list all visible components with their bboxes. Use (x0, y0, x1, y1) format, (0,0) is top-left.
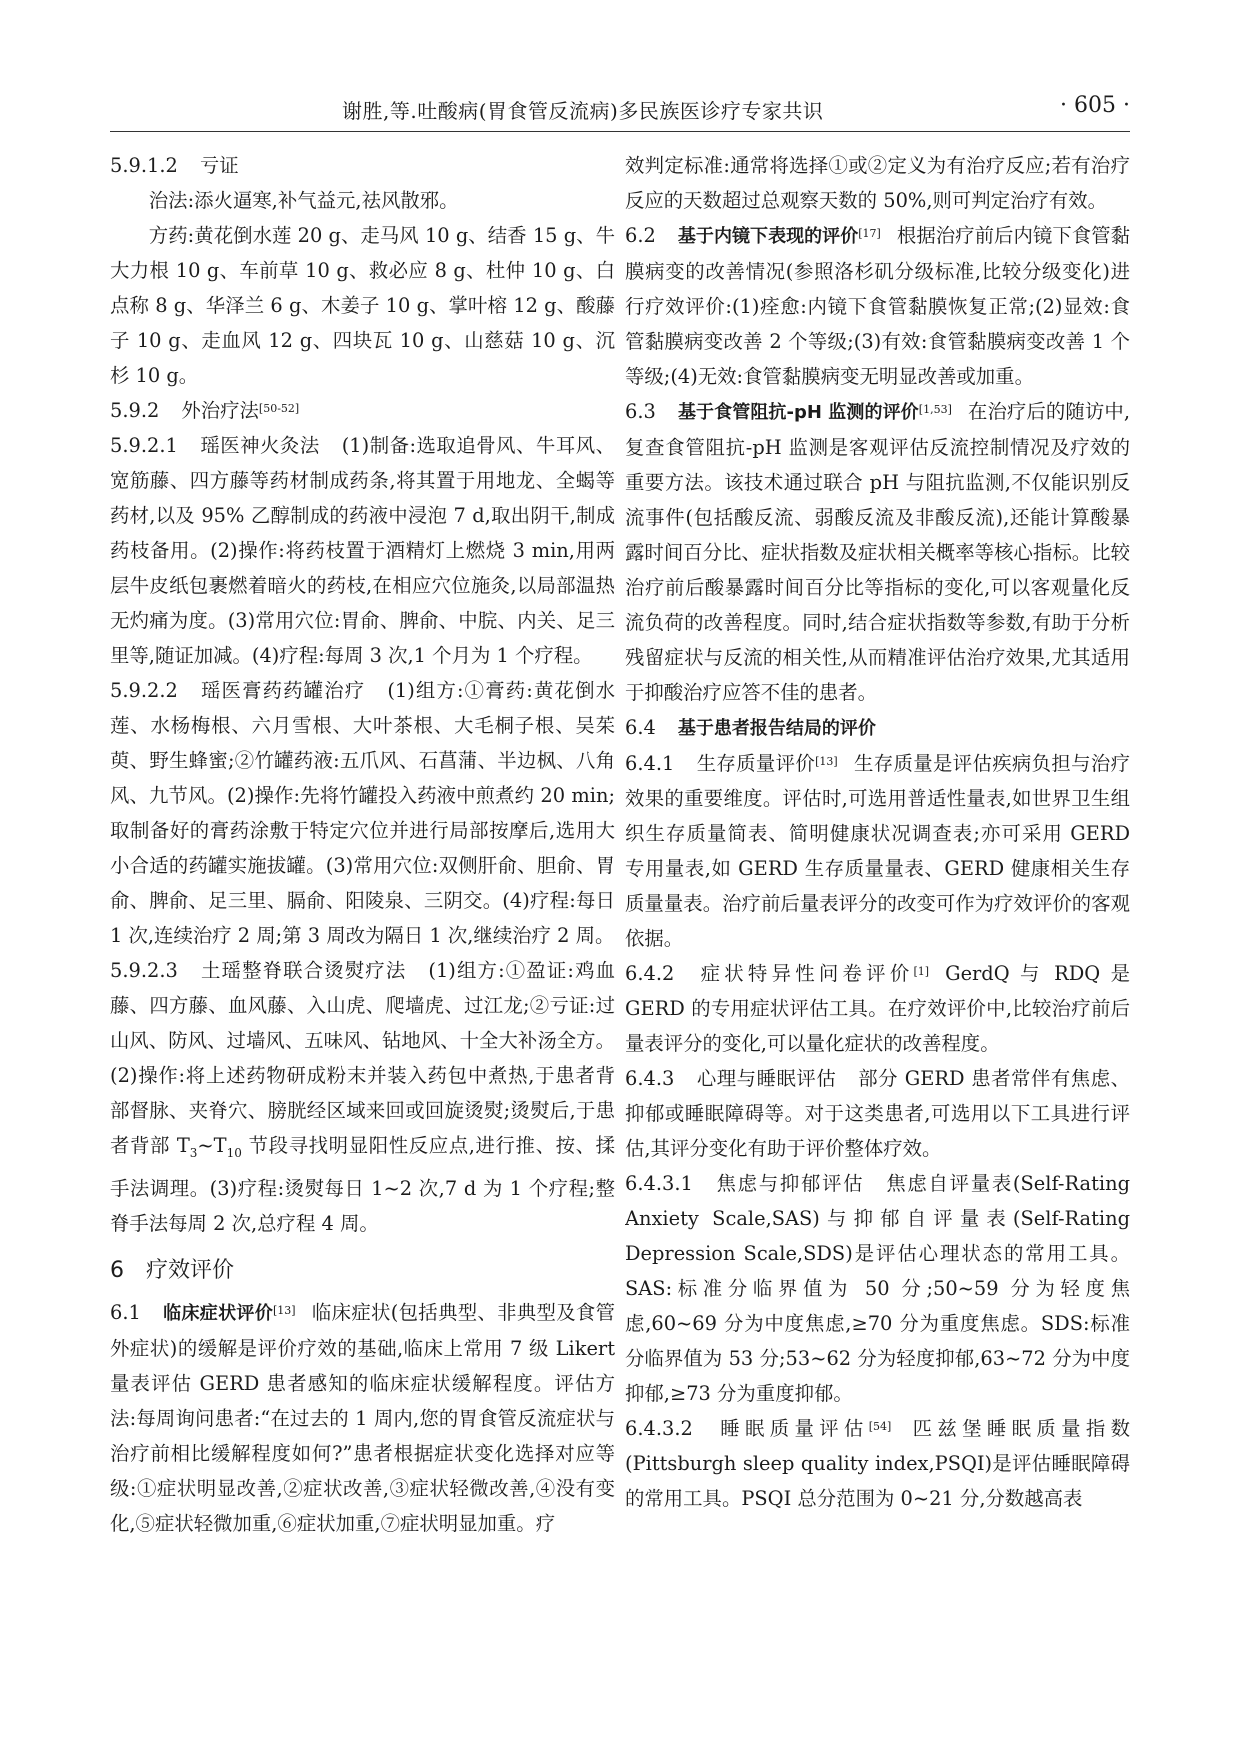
section-title: 睡眠质量评估 (714, 1417, 869, 1440)
para-body: 在治疗后的随访中,复查食管阻抗-pH 监测是客观评估反流控制情况及疗效的重要方法。该技术通过联合 pH 与阻抗监测,不仅能识别反流事件(包括酸反流、弱酸反流及非酸反流),还能计算酸暴露时间百分比、症状指数及症状相关概率等核心指标。比较治疗前后酸暴露时间百分比等指标的变化,可以客观量化反流负荷的改善程度。同时,结合症状指数等参数,有助于分析残留症状与反流的相关性,从而精准评估治疗效果,尤其适用于抑酸治疗应答不佳的患者。 (625, 400, 1130, 704)
section-number: 6.4 (625, 716, 656, 739)
heading-6 (110, 1251, 615, 1291)
para-6-1 (110, 1295, 615, 1541)
citation: [50-52] (258, 402, 300, 415)
section-number: 5.9.1.2 (110, 154, 178, 177)
section-number: 6.3 (625, 400, 656, 423)
right-column (625, 148, 1130, 1708)
section-title: 焦虑与抑郁评估 (714, 1172, 865, 1195)
para-fangyao: 方药:黄花倒水莲 20 g、走马风 10 g、结香 15 g、牛大力根 10 g、车前草 10 g、救必应 8 g、杜仲 10 g、白点称 8 g、华泽兰 6 g、木姜子 10 g、掌叶榕 12 g、酸藤子 10 g、走血风 12 g、四块瓦 10 g、山慈菇 10 g、沉杉 10 g。 (110, 224, 615, 387)
para-body: GerdQ 与 RDQ 是 GERD 的专用症状评估工具。在疗效评价中,比较治疗前后量表评分的变化,可以量化症状的改善程度。 (625, 962, 1130, 1055)
heading-5-9-1-2 (110, 148, 615, 183)
para-body: ~T (197, 1134, 227, 1157)
para-body: 临床症状(包括典型、非典型及食管外症状)的缓解是评价疗效的基础,临床上常用 7 级 Likert 量表评估 GERD 患者感知的临床症状缓解程度。评估方法:每周询问患者:“在过去的 1 周内,您的胃食管反流症状与治疗前相比缓解程度如何?”患者根据症状变化选择对应等级:①症状明显改善,②症状改善,③症状轻微改善,④没有变化,⑤症状轻微加重,⑥症状加重,⑦症状明显加重。疗 (110, 1300, 615, 1535)
para-5-9-2-1 (110, 428, 615, 673)
section-title: 外治疗法 (181, 399, 259, 422)
section-number: 6.2 (625, 224, 656, 247)
citation: [1] (913, 965, 930, 978)
para-body: (1)组方:①盈证:鸡血藤、四方藤、血风藤、入山虎、爬墙虎、过江龙;②亏证:过山风、防风、过墙风、五味风、钻地风、十全大补汤全方。(2)操作:将上述药物研成粉末并装入药包中煮热,于患者背部督脉、夹脊穴、膀胱经区域来回或回旋烫熨;烫熨后,于患者背部 T (110, 959, 615, 1157)
para-body: 根据治疗前后内镜下食管黏膜病变的改善情况(参照洛杉矶分级标准,比较分级变化)进行疗效评价:(1)痊愈:内镜下食管黏膜恢复正常;(2)显效:食管黏膜病变改善 2 个等级;(3)有效:食管黏膜病变改善 1 个等级;(4)无效:食管黏膜病变无明显改善或加重。 (625, 224, 1130, 388)
section-title: 土瑶整脊联合烫熨疗法 (199, 959, 407, 982)
para-zhifa: 治法:添火逼寒,补气益元,祛风散邪。 (148, 189, 459, 212)
section-title: 基于食管阻抗-pH 监测的评价 (677, 402, 919, 423)
header-rule (110, 131, 1130, 132)
section-title: 临床症状评价 (162, 1302, 274, 1324)
running-title: 谢胜,等.吐酸病(胃食管反流病)多民族医诊疗专家共识 (342, 99, 824, 123)
section-number: 6.4.1 (625, 752, 675, 775)
para-continuation: 效判定标准:通常将选择①或②定义为有治疗反应;若有治疗反应的天数超过总观察天数的 50%,则可判定治疗有效。 (625, 154, 1130, 212)
para-6-3 (625, 394, 1130, 710)
para-6-4-3-1 (625, 1166, 1130, 1411)
section-title: 瑶医膏药药罐治疗 (199, 679, 366, 702)
section-number: 6.4.2 (625, 962, 675, 985)
para-5-9-2-2 (110, 673, 615, 953)
section-title: 基于内镜下表现的评价 (677, 226, 859, 247)
citation: [54] (868, 1420, 892, 1433)
para-5-9-2-3 (110, 953, 615, 1241)
section-title: 症状特异性问卷评价 (696, 962, 914, 985)
section-title: 瑶医神火灸法 (199, 434, 320, 457)
para-body: (1)制备:选取追骨风、牛耳风、宽筋藤、四方藤等药材制成药条,将其置于用地龙、全蝎等药材,以及 95% 乙醇制成的药液中浸泡 7 d,取出阴干,制成药枝备用。(2)操作:将药枝置于酒精灯上燃烧 3 min,用两层牛皮纸包裹燃着暗火的药枝,在相应穴位施灸,以局部温热无灼痛为度。(3)常用穴位:胃俞、脾俞、中脘、内关、足三里等,随证加减。(4)疗程:每周 3 次,1 个月为 1 个疗程。 (110, 434, 615, 667)
section-number: 5.9.2.1 (110, 434, 178, 457)
citation: [13] (815, 755, 838, 768)
heading-6-4 (625, 710, 1130, 746)
para-6-4-3 (625, 1061, 1130, 1166)
section-title: 疗效评价 (146, 1257, 235, 1283)
page-number: · 605 · (1060, 93, 1130, 118)
running-header (110, 93, 1130, 127)
para-body: 匹兹堡睡眠质量指数(Pittsburgh sleep quality index,PSQI)是评估睡眠障碍的常用工具。PSQI 总分范围为 0~21 分,分数越高表 (625, 1417, 1130, 1510)
section-number: 5.9.2 (110, 399, 160, 422)
para-6-4-3-2 (625, 1411, 1130, 1516)
left-column (110, 148, 615, 1708)
para-body: 焦虑自评量表(Self-Rating Anxiety Scale,SAS)与抑郁自评量表(Self-Rating Depression Scale,SDS)是评估心理状态的常用工具。SAS:标准分临界值为 50 分;50~59 分为轻度焦虑,60~69 分为中度焦虑,≥70 分为重度焦虑。SDS:标准分临界值为 53 分;53~62 分为轻度抑郁,63~72 分为中度抑郁,≥73 分为重度抑郁。 (625, 1172, 1130, 1405)
para-6-4-2 (625, 956, 1130, 1061)
para-body: 节段寻找明显阳性反应点,进行推、按、揉手法调理。(3)疗程:烫熨每日 1~2 次,7 d 为 1 个疗程;整脊手法每周 2 次,总疗程 4 周。 (110, 1134, 615, 1235)
section-number: 6.4.3.1 (625, 1172, 693, 1195)
para-6-4-1 (625, 746, 1130, 956)
section-title: 生存质量评价 (696, 752, 816, 775)
section-number: 6.4.3.2 (625, 1417, 693, 1440)
para-6-2 (625, 218, 1130, 394)
section-number: 6.4.3 (625, 1067, 675, 1090)
section-title: 亏证 (199, 154, 239, 177)
para-body: 生存质量是评估疾病负担与治疗效果的重要维度。评估时,可选用普适性量表,如世界卫生组织生存质量简表、简明健康状况调查表;亦可采用 GERD 专用量表,如 GERD 生存质量量表、GERD 健康相关生存质量量表。治疗前后量表评分的改变可作为疗效评价的客观依据。 (625, 752, 1130, 950)
section-number: 5.9.2.3 (110, 959, 178, 982)
section-title: 心理与睡眠评估 (696, 1067, 837, 1090)
section-number: 6.1 (110, 1300, 141, 1324)
subscript: 3 (189, 1145, 198, 1160)
para-body: (1)组方:①膏药:黄花倒水莲、水杨梅根、六月雪根、大叶茶根、大毛桐子根、吴茱萸、野生蜂蜜;②竹罐药液:五爪风、石菖蒲、半边枫、八角风、九节风。(2)操作:先将竹罐投入药液中煎煮约 20 min;取制备好的膏药涂敷于特定穴位并进行局部按摩后,选用大小合适的药罐实施拔罐。(3)常用穴位:双侧肝俞、胆俞、胃俞、脾俞、足三里、膈俞、阳陵泉、三阴交。(4)疗程:每日 1 次,连续治疗 2 周;第 3 周改为隔日 1 次,继续治疗 2 周。 (110, 679, 615, 947)
para-body: 部分 GERD 患者常伴有焦虑、抑郁或睡眠障碍等。对于这类患者,可选用以下工具进行评估,其评分变化有助于评价整体疗效。 (625, 1067, 1130, 1160)
heading-5-9-2 (110, 393, 615, 428)
section-number: 6 (110, 1257, 124, 1283)
citation: [1,53] (918, 403, 952, 416)
citation: [13] (273, 1303, 296, 1317)
section-title: 基于患者报告结局的评价 (677, 718, 876, 739)
section-number: 5.9.2.2 (110, 679, 178, 702)
subscript: 10 (226, 1145, 242, 1160)
citation: [17] (858, 227, 881, 240)
